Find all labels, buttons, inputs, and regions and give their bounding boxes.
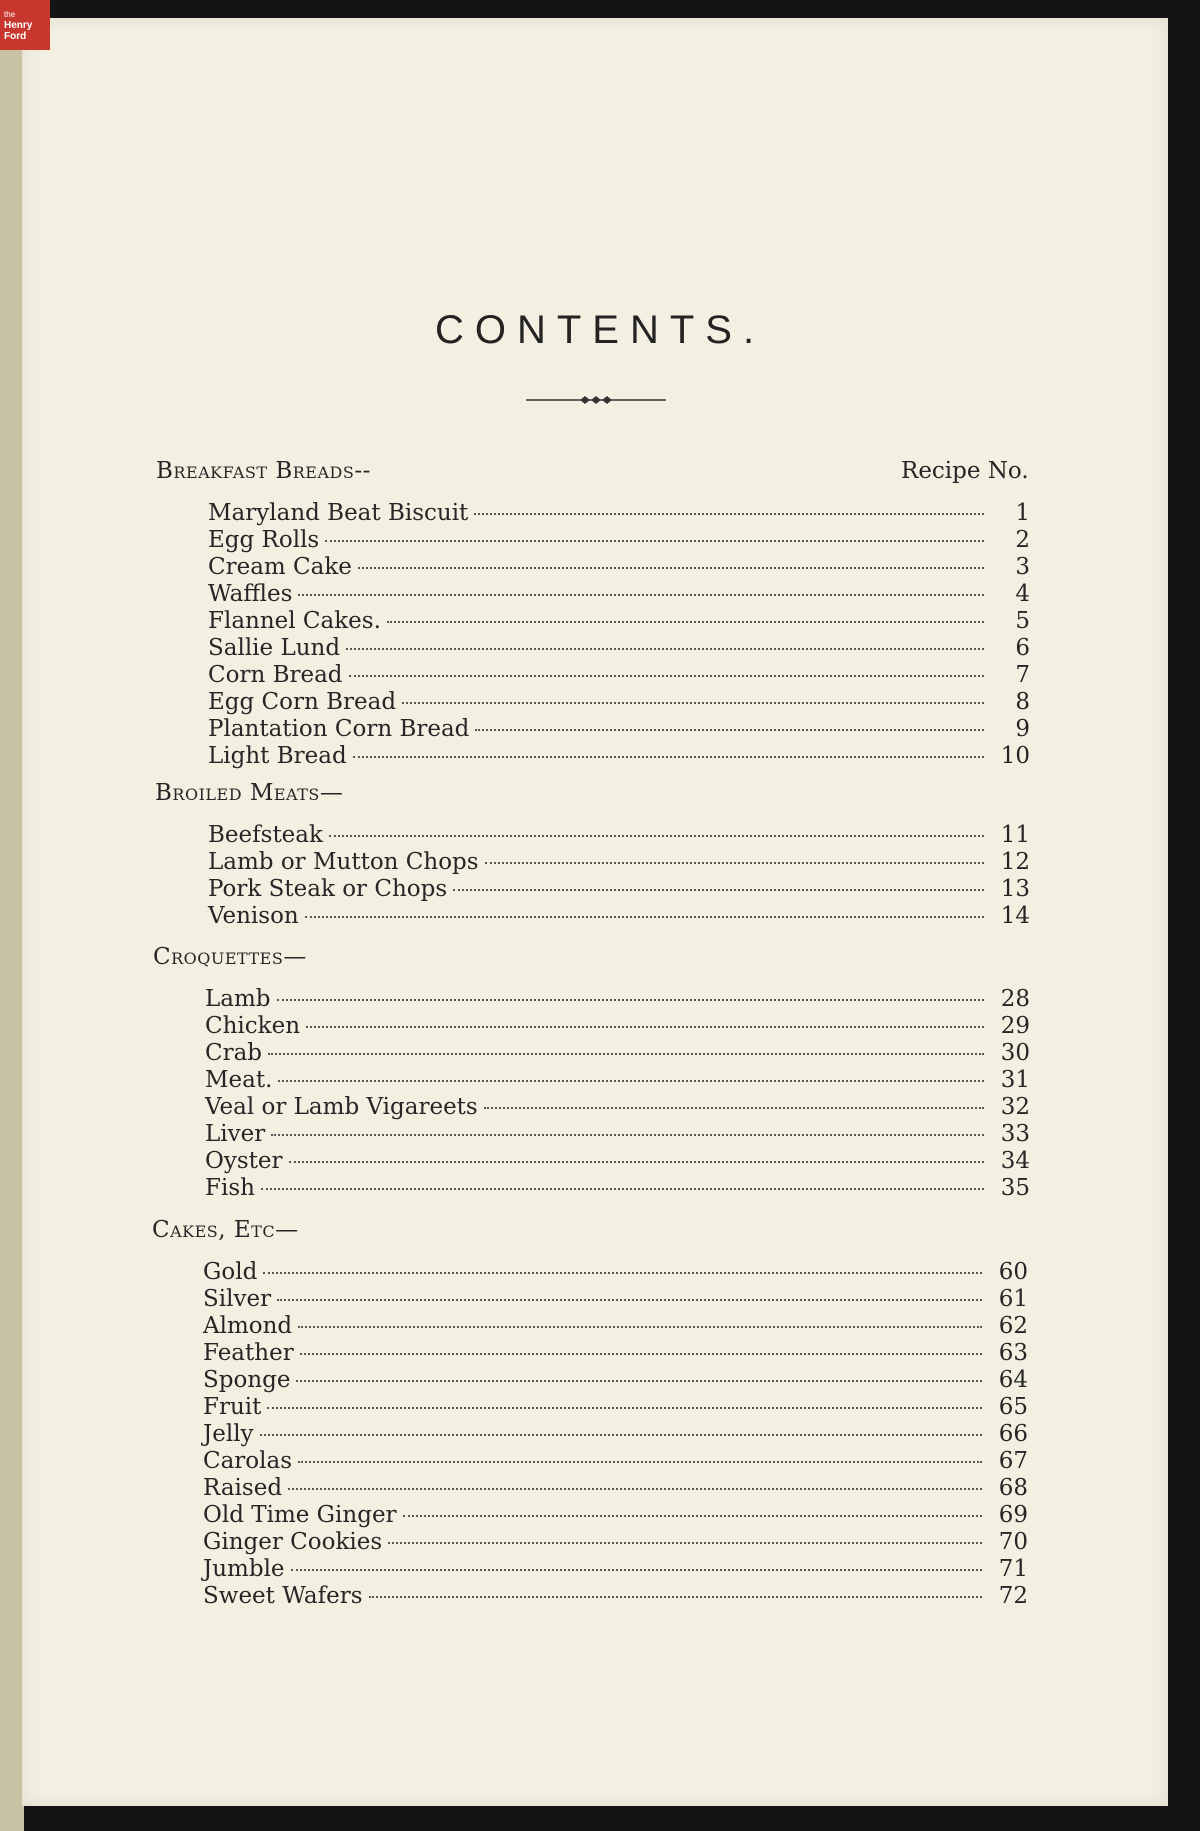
dot-leader [358, 567, 984, 569]
recipe-name: Ginger Cookies [203, 1529, 383, 1555]
recipe-name: Sponge [203, 1367, 291, 1393]
section-title: Breakfast Breads-- [156, 458, 371, 484]
recipe-name: Raised [203, 1475, 283, 1501]
dot-leader [306, 1026, 984, 1028]
list-item [203, 1448, 1028, 1475]
recipe-number: 72 [998, 1583, 1028, 1609]
recipe-name: Veal or Lamb Vigareets [205, 1094, 478, 1120]
list-item [208, 743, 1030, 770]
logo-line-2: Henry [4, 19, 33, 31]
recipe-name: Venison [208, 903, 299, 929]
list-item [208, 635, 1030, 662]
recipe-name: Old Time Ginger [203, 1502, 397, 1528]
recipe-name: Crab [205, 1040, 263, 1066]
list-item [205, 1067, 1030, 1094]
recipe-number: 6 [1015, 635, 1030, 661]
list-item [203, 1475, 1028, 1502]
recipe-name: Maryland Beat Biscuit [208, 500, 469, 526]
dot-leader [484, 1107, 984, 1109]
dot-leader [403, 1515, 982, 1517]
recipe-name: Sweet Wafers [203, 1583, 363, 1609]
page-title: CONTENTS. [434, 308, 766, 352]
dot-leader [298, 594, 984, 596]
recipe-name: Jelly [203, 1421, 254, 1447]
recipe-number: 71 [998, 1556, 1028, 1582]
recipe-name: Cream Cake [208, 554, 352, 580]
recipe-number: 5 [1015, 608, 1030, 634]
dot-leader [305, 916, 984, 918]
list-item [203, 1502, 1028, 1529]
recipe-name: Egg Rolls [208, 527, 320, 553]
dot-leader [369, 1596, 983, 1598]
recipe-name: Oyster [205, 1148, 283, 1174]
recipe-name: Gold [203, 1259, 258, 1285]
recipe-name: Silver [203, 1286, 272, 1312]
recipe-number: 7 [1015, 662, 1030, 688]
recipe-number: 61 [998, 1286, 1028, 1312]
list-item [208, 849, 1030, 876]
recipe-name: Egg Corn Bread [208, 689, 397, 715]
list-item [203, 1556, 1028, 1583]
list-item [205, 1094, 1030, 1121]
recipe-name: Plantation Corn Bread [208, 716, 470, 742]
dot-leader [475, 729, 984, 731]
list-item [208, 716, 1030, 743]
list-item [208, 662, 1030, 689]
list-item [205, 986, 1030, 1013]
recipe-number: 32 [1000, 1094, 1030, 1120]
recipe-name: Jumble [203, 1556, 285, 1582]
recipe-number: 14 [1000, 903, 1030, 929]
recipe-number: 64 [998, 1367, 1028, 1393]
list-item [203, 1394, 1028, 1421]
recipe-name: Corn Bread [208, 662, 343, 688]
dot-leader [329, 835, 984, 837]
dot-leader [291, 1569, 982, 1571]
section-title: Croquettes— [153, 944, 307, 970]
list-item [208, 822, 1030, 849]
dot-leader [474, 513, 984, 515]
recipe-name: Waffles [208, 581, 293, 607]
list-item [208, 903, 1030, 930]
recipe-number: 69 [998, 1502, 1028, 1528]
recipe-number: 66 [998, 1421, 1028, 1447]
recipe-number: 65 [998, 1394, 1028, 1420]
dot-leader [387, 621, 984, 623]
recipe-number: 30 [1000, 1040, 1030, 1066]
list-item [203, 1421, 1028, 1448]
recipe-number: 3 [1015, 554, 1030, 580]
recipe-number: 63 [998, 1340, 1028, 1366]
dot-leader [267, 1407, 982, 1409]
list-item [203, 1340, 1028, 1367]
recipe-name: Fish [205, 1175, 255, 1201]
book-spine [0, 0, 24, 1831]
recipe-number: 68 [998, 1475, 1028, 1501]
recipe-name: Feather [203, 1340, 294, 1366]
dot-leader [271, 1134, 984, 1136]
recipe-number: 60 [998, 1259, 1028, 1285]
list-item [203, 1286, 1028, 1313]
list-item [205, 1148, 1030, 1175]
dot-leader [268, 1053, 984, 1055]
recipe-name: Pork Steak or Chops [208, 876, 448, 902]
recipe-number: 67 [998, 1448, 1028, 1474]
recipe-name: Sallie Lund [208, 635, 341, 661]
dot-leader [289, 1161, 984, 1163]
recipe-number: 62 [998, 1313, 1028, 1339]
dot-leader [325, 540, 984, 542]
recipe-name: Almond [203, 1313, 293, 1339]
list-item [205, 1013, 1030, 1040]
list-item [203, 1367, 1028, 1394]
dot-leader [278, 1080, 984, 1082]
dot-leader [288, 1488, 982, 1490]
list-item [205, 1175, 1030, 1202]
dot-leader [346, 648, 984, 650]
list-item [203, 1529, 1028, 1556]
list-item [208, 689, 1030, 716]
dot-leader [298, 1461, 982, 1463]
recipe-number: 9 [1015, 716, 1030, 742]
list-item [208, 608, 1030, 635]
recipe-name: Lamb or Mutton Chops [208, 849, 479, 875]
list-item [208, 581, 1030, 608]
dot-leader [263, 1272, 982, 1274]
recipe-name: Chicken [205, 1013, 301, 1039]
dot-leader [277, 1299, 982, 1301]
list-item [203, 1259, 1028, 1286]
logo-line-1: the [4, 9, 16, 19]
dot-leader [349, 675, 984, 677]
logo-line-3: Ford [4, 30, 27, 42]
list-item [205, 1040, 1030, 1067]
list-item [203, 1583, 1028, 1610]
recipe-number: 29 [1000, 1013, 1030, 1039]
recipe-number: 2 [1015, 527, 1030, 553]
dot-leader [261, 1188, 984, 1190]
dot-leader [485, 862, 984, 864]
list-item [205, 1121, 1030, 1148]
recipe-number: 35 [1000, 1175, 1030, 1201]
dot-leader [353, 756, 984, 758]
recipe-name: Lamb [205, 986, 271, 1012]
dot-leader [296, 1380, 982, 1382]
dot-leader [298, 1326, 982, 1328]
recipe-name: Light Bread [208, 743, 347, 769]
recipe-name: Fruit [203, 1394, 262, 1420]
ornament-divider-icon [526, 393, 666, 407]
dot-leader [453, 889, 984, 891]
section-title: Cakes, Etc— [152, 1217, 299, 1243]
recipe-name: Beefsteak [208, 822, 323, 848]
henry-ford-logo [0, 0, 50, 50]
recipe-name: Liver [205, 1121, 266, 1147]
recipe-number: 70 [998, 1529, 1028, 1555]
recipe-number: 4 [1015, 581, 1030, 607]
dot-leader [277, 999, 984, 1001]
recipe-name: Carolas [203, 1448, 293, 1474]
recipe-number: 10 [1000, 743, 1030, 769]
recipe-number: 11 [1000, 822, 1030, 848]
recipe-name: Meat. [205, 1067, 273, 1093]
recipe-number: 8 [1015, 689, 1030, 715]
recipe-number: 13 [1000, 876, 1030, 902]
dot-leader [402, 702, 984, 704]
recipe-number: 1 [1015, 500, 1030, 526]
recipe-number: 33 [1000, 1121, 1030, 1147]
recipe-number-header: Recipe No. [901, 458, 1029, 484]
list-item [208, 527, 1030, 554]
recipe-number: 28 [1000, 986, 1030, 1012]
recipe-number: 34 [1000, 1148, 1030, 1174]
list-item [208, 876, 1030, 903]
list-item [208, 554, 1030, 581]
list-item [203, 1313, 1028, 1340]
dot-leader [300, 1353, 982, 1355]
recipe-number: 12 [1000, 849, 1030, 875]
recipe-number: 31 [1000, 1067, 1030, 1093]
dot-leader [388, 1542, 982, 1544]
dot-leader [260, 1434, 982, 1436]
recipe-name: Flannel Cakes. [208, 608, 381, 634]
section-title: Broiled Meats— [155, 780, 344, 806]
list-item [208, 500, 1030, 527]
